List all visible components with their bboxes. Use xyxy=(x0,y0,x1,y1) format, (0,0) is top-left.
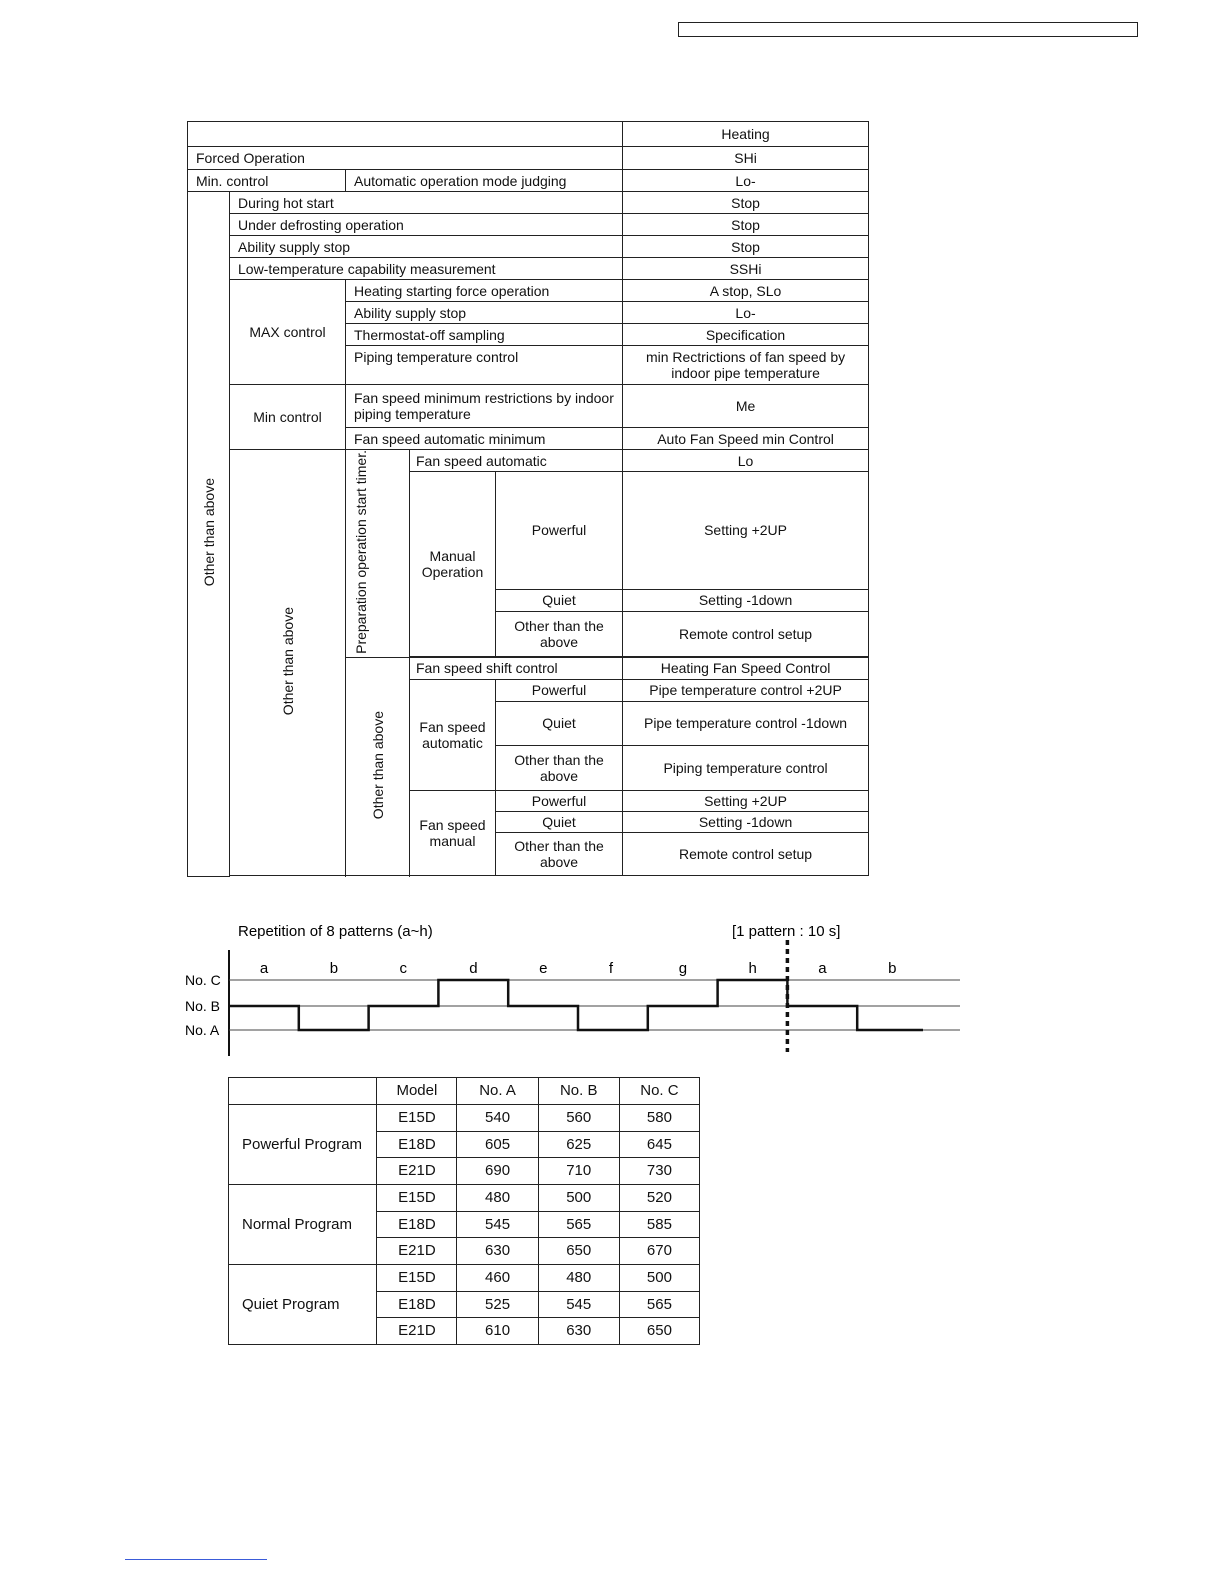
program-name: Powerful Program xyxy=(229,1105,377,1185)
pattern-label: a xyxy=(259,960,269,977)
row-label: Quiet xyxy=(496,811,623,832)
row-label: Other than the above xyxy=(496,611,623,656)
manual-operation-label: Manual Operation xyxy=(410,472,496,657)
row-label: Powerful xyxy=(496,472,623,590)
level-label: No. B xyxy=(185,998,221,1014)
table-cell: 650 xyxy=(538,1238,619,1265)
table-cell: 645 xyxy=(619,1132,699,1158)
row-label: Low-temperature capability measurement xyxy=(230,258,623,280)
table-cell: 580 xyxy=(619,1105,699,1132)
pattern-label: h xyxy=(748,960,757,977)
table-cell: 545 xyxy=(457,1212,538,1238)
program-name: Normal Program xyxy=(229,1185,377,1265)
pattern-label: b xyxy=(329,960,339,977)
max-control-label: MAX control xyxy=(230,280,346,385)
pattern-label: f xyxy=(608,960,614,977)
row-value: SSHi xyxy=(623,258,869,280)
row-label: Fan speed automatic xyxy=(410,450,623,472)
row-value: SHi xyxy=(623,147,869,170)
table-cell: 545 xyxy=(538,1292,619,1318)
table-cell: 630 xyxy=(457,1238,538,1265)
table-cell: 520 xyxy=(619,1185,699,1212)
row-value: Piping temperature control xyxy=(623,745,869,790)
preparation-timer-label: Preparation operation start timer. xyxy=(346,450,410,658)
fan-speed-automatic-label: Fan speed automatic xyxy=(410,679,496,790)
row-value: Remote control setup xyxy=(623,832,869,875)
row-label: Fan speed automatic minimum xyxy=(346,428,623,450)
row-label: Other than the above xyxy=(496,745,623,790)
row-label: Quiet xyxy=(496,701,623,745)
other-than-above-third: Other than above xyxy=(346,657,410,876)
column-header: No. B xyxy=(538,1078,619,1105)
table-cell: E21D xyxy=(377,1238,457,1265)
row-value: Stop xyxy=(623,236,869,258)
row-label: Ability supply stop xyxy=(346,302,623,324)
row-value: Pipe temperature control -1down xyxy=(623,701,869,745)
table-cell: 560 xyxy=(538,1105,619,1132)
column-header: Model xyxy=(377,1078,457,1105)
pattern-label: b xyxy=(888,960,897,977)
table-cell: E18D xyxy=(377,1132,457,1158)
group-label: Min. control xyxy=(188,170,346,192)
pattern-label: e xyxy=(539,960,548,977)
min-control-label: Min control xyxy=(230,385,346,450)
table-cell: 480 xyxy=(538,1265,619,1292)
table-cell: 610 xyxy=(457,1318,538,1345)
row-label: Fan speed minimum restrictions by indoor piping temperature xyxy=(346,385,623,428)
table-cell: 625 xyxy=(538,1132,619,1158)
level-label: No. C xyxy=(185,972,221,988)
table-cell: E15D xyxy=(377,1185,457,1212)
pattern-label: g xyxy=(678,960,688,977)
fan-speed-manual-label: Fan speed manual xyxy=(410,790,496,875)
period-label: [1 pattern : 10 s] xyxy=(732,923,841,940)
row-label: Heating starting force operation xyxy=(346,280,623,302)
table-cell: 565 xyxy=(538,1212,619,1238)
table-cell: 650 xyxy=(619,1318,699,1345)
table-cell: E21D xyxy=(377,1318,457,1345)
row-label: Fan speed shift control xyxy=(410,657,623,679)
row-label: Quiet xyxy=(496,589,623,611)
row-value: Specification xyxy=(623,324,869,346)
program-table-corner xyxy=(229,1078,377,1105)
table-cell: 585 xyxy=(619,1212,699,1238)
table-cell: 730 xyxy=(619,1158,699,1185)
column-header-heating: Heating xyxy=(623,122,869,147)
row-value: Setting +2UP xyxy=(623,790,869,811)
row-value: Pipe temperature control +2UP xyxy=(623,679,869,701)
row-value: Lo- xyxy=(623,170,869,192)
row-value: Auto Fan Speed min Control xyxy=(623,428,869,450)
row-value: Setting +2UP xyxy=(623,472,869,590)
table-cell: 500 xyxy=(619,1265,699,1292)
row-value: Heating Fan Speed Control xyxy=(623,657,869,679)
row-label: Thermostat-off sampling xyxy=(346,324,623,346)
row-label: Ability supply stop xyxy=(230,236,623,258)
table-cell: 670 xyxy=(619,1238,699,1265)
column-header: No. A xyxy=(457,1078,538,1105)
row-label: Under defrosting operation xyxy=(230,214,623,236)
row-label: Other than the above xyxy=(496,832,623,875)
table-cell: E18D xyxy=(377,1292,457,1318)
other-than-above-outer: Other than above xyxy=(188,192,230,877)
row-value: Lo xyxy=(623,450,869,472)
table-cell: 480 xyxy=(457,1185,538,1212)
table-cell: 630 xyxy=(538,1318,619,1345)
row-value: Me xyxy=(623,385,869,428)
pattern-step-line xyxy=(229,980,923,1030)
table-corner xyxy=(188,122,623,147)
fan-speed-table xyxy=(187,121,869,877)
row-value: Stop xyxy=(623,192,869,214)
level-label: No. A xyxy=(185,1022,220,1038)
row-label: Piping temperature control xyxy=(346,346,623,385)
table-cell: 710 xyxy=(538,1158,619,1185)
table-cell: E21D xyxy=(377,1158,457,1185)
row-value: Stop xyxy=(623,214,869,236)
program-table xyxy=(228,1077,700,1345)
row-value: Setting -1down xyxy=(623,589,869,611)
header-box xyxy=(678,22,1138,37)
chart-title: Repetition of 8 patterns (a~h) xyxy=(238,923,433,940)
row-value: Remote control setup xyxy=(623,611,869,656)
pattern-label: d xyxy=(469,960,478,977)
table-cell: 605 xyxy=(457,1132,538,1158)
table-cell: E18D xyxy=(377,1212,457,1238)
program-name: Quiet Program xyxy=(229,1265,377,1345)
table-cell: E15D xyxy=(377,1105,457,1132)
row-value: Setting -1down xyxy=(623,811,869,832)
table-cell: 690 xyxy=(457,1158,538,1185)
table-cell: 540 xyxy=(457,1105,538,1132)
row-label: During hot start xyxy=(230,192,623,214)
row-label: Automatic operation mode judging xyxy=(346,170,623,192)
footer-link-underline xyxy=(125,1559,267,1560)
pattern-chart xyxy=(180,912,970,1062)
row-label: Powerful xyxy=(496,790,623,811)
row-value: A stop, SLo xyxy=(623,280,869,302)
table-cell: 500 xyxy=(538,1185,619,1212)
row-label: Forced Operation xyxy=(188,147,623,170)
table-cell: E15D xyxy=(377,1265,457,1292)
pattern-label: a xyxy=(818,960,827,977)
table-cell: 460 xyxy=(457,1265,538,1292)
row-value: min Rectrictions of fan speed by indoor pipe temperature xyxy=(623,346,869,385)
column-header: No. C xyxy=(619,1078,699,1105)
other-than-above-inner: Other than above xyxy=(230,450,346,876)
row-label: Powerful xyxy=(496,679,623,701)
table-cell: 525 xyxy=(457,1292,538,1318)
row-value: Lo- xyxy=(623,302,869,324)
pattern-label: c xyxy=(399,960,407,977)
table-cell: 565 xyxy=(619,1292,699,1318)
